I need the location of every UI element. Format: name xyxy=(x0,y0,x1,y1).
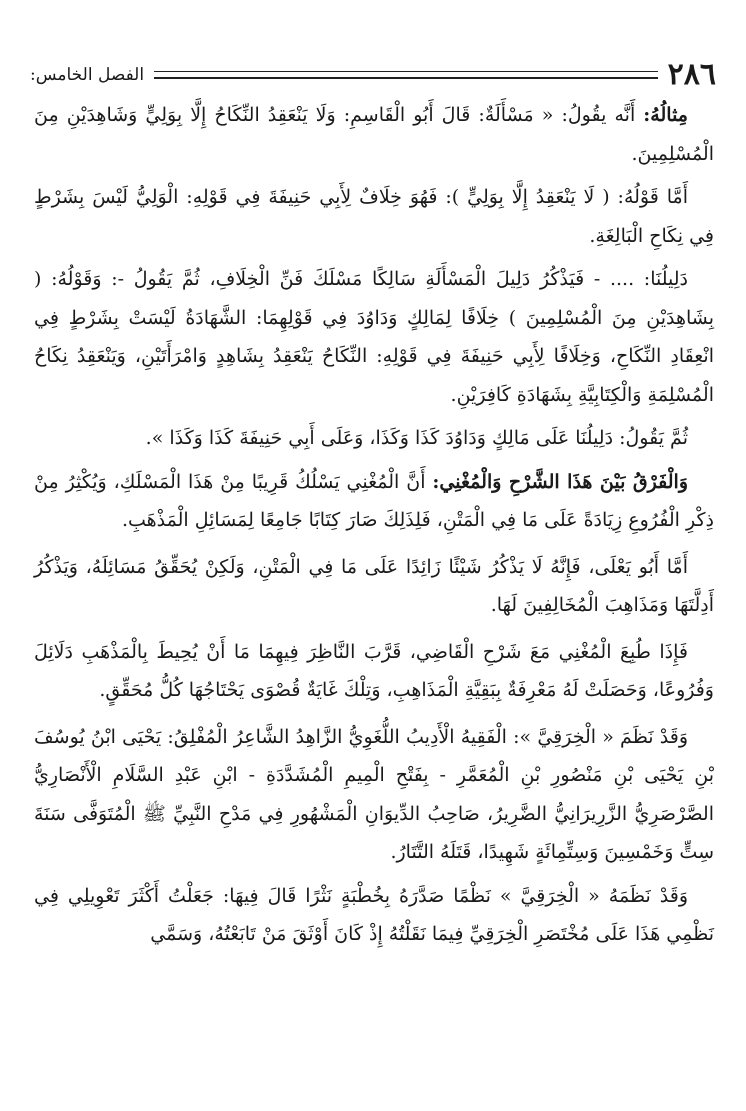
paragraph-then-says xyxy=(34,419,714,458)
paragraph-text: وَقَدْ نَظَمَ « الْخِرَقِيَّ »: الْفَقِيهُ الْأَدِيبُ اللُّغَوِيُّ الزَّاهِدُ الشَّاعِرُ الْمُفْلِقُ: يَحْيَى ابْنُ يُوسُفَ بْنِ يَحْيَى بْنِ مَنْصُورِ بْنِ الْمُعَمَّرِ - بِفَتْحِ الْمِيمِ الْمُشَدَّدَةِ - ابْنِ عَبْدِ السَّلَامِ الْأَنْصَارِيُّ الصَّرْصَرِيُّ الزَّرِيرَانِيُّ الضَّرِيرُ، صَاحِبُ الدِّيوَانِ الْمَشْهُورِ فِي مَدْحِ النَّبِيِّ ﷺ الْمُتَوَفَّى سَنَةَ سِتٍّ وَخَمْسِينَ وَسِتِّمِائَةٍ شَهِيدًا، قَتَلَهُ التَّتَارُ. xyxy=(34,725,714,863)
paragraph-mughni-printing xyxy=(34,633,714,710)
paragraph-nazm-author xyxy=(34,718,714,872)
paragraph-text: ثُمَّ يَقُولُ: دَلِيلُنَا عَلَى مَالِكٍ وَدَاوُدَ كَذَا وَكَذَا، وَعَلَى أَبِي حَنِيفَةَ كَذَا وَكَذَا ». xyxy=(145,427,688,449)
paragraph-text: دَلِيلُنَا: .... - فَيَذْكُرُ دَلِيلَ الْمَسْأَلَةِ سَالِكًا مَسْلَكَ فَنِّ الْخِلَافِ، ثُمَّ يَقُولُ -: وَقَوْلُهُ: ( بِشَاهِدَيْنِ مِنَ الْمُسْلِمِينَ ) خِلَافًا لِمَالِكٍ وَدَاوُدَ فِي قَوْلِهِمَا: الشَّهَادَةُ لَيْسَتْ بِشَرْطٍ فِي انْعِقَادِ النِّكَاحِ، وَخِلَافًا لِأَبِي حَنِيفَةَ فِي قَوْلِهِ: النِّكَاحُ يَنْعَقِدُ بِشَاهِدٍ وَامْرَأَتَيْنِ، وَيَنْعَقِدُ نِكَاحُ الْمُسْلِمَةِ وَالْكِتَابِيَّةِ بِشَهَادَةِ كَافِرَيْنِ. xyxy=(34,268,714,406)
page-number: ٢٨٦ xyxy=(667,57,716,92)
running-title: الفصل الخامس: xyxy=(30,65,145,85)
paragraph-abu-yala xyxy=(34,548,714,625)
paragraph-lead: وَالْفَرْقُ بَيْنَ هَذَا الشَّرْحِ وَالْمُغْنِي: xyxy=(432,470,688,493)
paragraph-difference xyxy=(34,463,714,540)
paragraph-example xyxy=(34,96,714,173)
paragraph-text: أَنَّه يقُولُ: « مَسْأَلَةٌ: قَالَ أَبُو الْقَاسِمِ: وَلَا يَنْعَقِدُ النِّكَاحُ إِلَّا بِوَلِيٍّ وَشَاهِدَيْنِ مِنَ الْمُسْلِمِينَ. xyxy=(34,104,714,165)
paragraph-text: أَنَّ الْمُغْنِي يَسْلُكُ قَرِيبًا مِنْ هَذَا الْمَسْلَكِ، وَيُكْثِرُ مِنْ ذِكْرِ الْفُرُوعِ زِيَادَةً عَلَى مَا فِي الْمَتْنِ، فَلِذَلِكَ صَارَ كِتَابًا جَامِعًا لِمَسَائِلِ الْمَذْهَبِ. xyxy=(34,470,714,531)
paragraph-text: أَمَّا قَوْلُهُ: ( لَا يَنْعَقِدُ إِلَّا بِوَلِيٍّ ): فَهُوَ خِلَافٌ لِأَبِي حَنِيفَةَ فِي قَوْلِهِ: الْوَلِيُّ لَيْسَ بِشَرْطٍ فِي نِكَاحِ الْبَالِغَةِ. xyxy=(34,186,714,247)
paragraph-wali xyxy=(34,178,714,255)
paragraph-text: فَإِذَا طُبِعَ الْمُغْنِي مَعَ شَرْحِ الْقَاضِي، قَرَّبَ النَّاظِرَ فِيهِمَا مَا أَنْ يُحِيطَ بِالْمَذْهَبِ دَلَائِلَ وَفُرُوعًا، وَحَصَلَتْ لَهُ مَعْرِفَةٌ بِبَقِيَّةِ الْمَذَاهِبِ، وَتِلْكَ غَايَةٌ قُصْوَى يَحْتَاجُهَا كُلُّ مُحَقِّقٍ. xyxy=(34,640,714,701)
header-rule xyxy=(154,71,658,79)
paragraph-lead: مِثالُهُ: xyxy=(643,104,688,126)
page-body xyxy=(34,96,714,959)
paragraph-evidence xyxy=(34,260,714,414)
paragraph-text: وَقَدْ نَظَمَهُ « الْخِرَقِيَّ » نَظْمًا صَدَّرَهُ بِخُطْبَةٍ نَثْرًا قَالَ فِيهَا: جَعَلْتُ أَكْثَرَ تَعْوِيلِي فِي نَظْمِي هَذَا عَلَى مُخْتَصَرِ الْخِرَقِيِّ فِيمَا نَقَلْتُهُ إِذْ كَانَ أَوْثَقَ مَنْ تَابَعْتُهُ، وَسَمَّي xyxy=(34,884,714,945)
paragraph-text: أَمَّا أَبُو يَعْلَى، فَإِنَّهُ لَا يَذْكُرُ شَيْئًا زَائِدًا عَلَى مَا فِي الْمَتْنِ، وَلَكِنْ يُحَقِّقُ مَسَائِلَهُ، وَيَذْكُرُ أَدِلَّتَهَا وَمَذَاهِبَ الْمُخَالِفِينَ لَهَا. xyxy=(34,555,714,616)
paragraph-nazm-preface xyxy=(34,877,714,954)
page-header xyxy=(30,58,716,92)
